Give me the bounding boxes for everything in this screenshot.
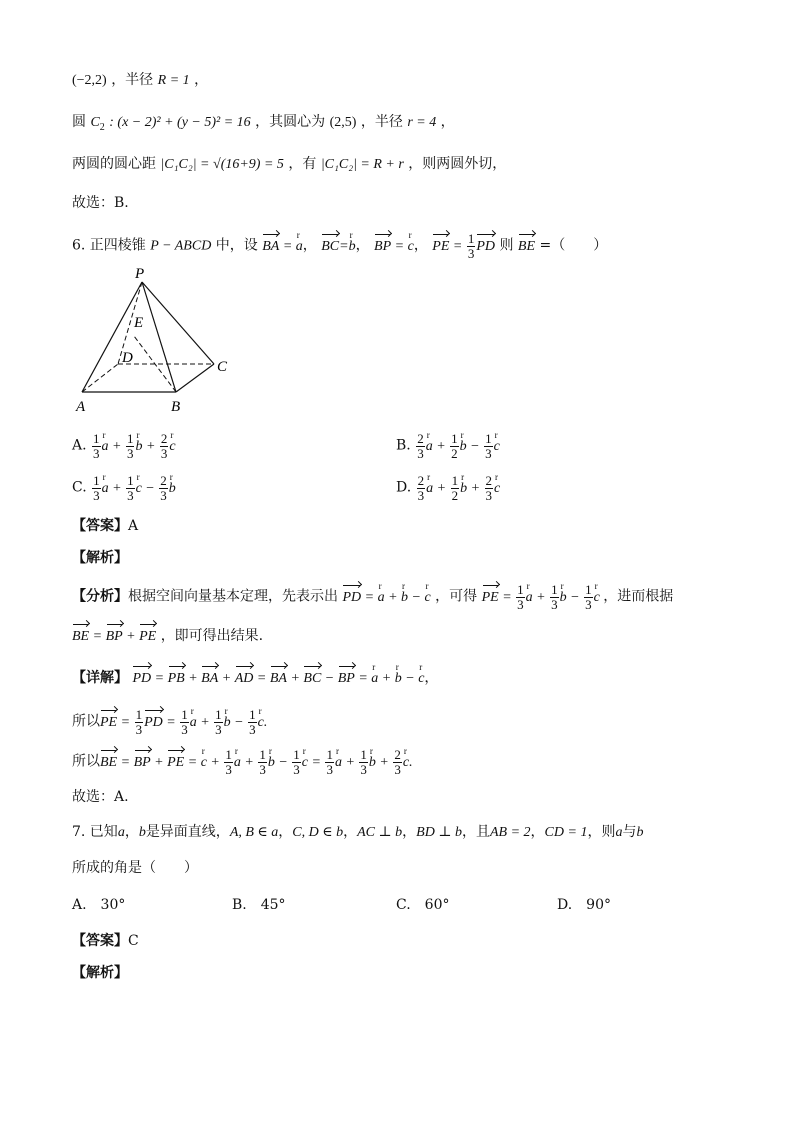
intro-text: ，有 bbox=[288, 156, 317, 172]
answer-label: 【答案】 bbox=[72, 933, 128, 949]
eq: = bbox=[282, 238, 293, 254]
cd-in-b: C, D ∈ b bbox=[292, 825, 344, 840]
center-2: (2,5) bbox=[329, 115, 357, 130]
fraction-1-3 bbox=[467, 232, 476, 261]
frac bbox=[550, 583, 559, 612]
frac bbox=[485, 474, 494, 503]
edge-pb bbox=[142, 282, 176, 392]
vec: BE bbox=[72, 627, 89, 647]
vec: BA bbox=[201, 669, 218, 689]
den: 3 bbox=[126, 446, 134, 461]
vec: r b bbox=[224, 713, 231, 733]
den: 3 bbox=[135, 722, 143, 737]
vec: r c bbox=[403, 753, 409, 773]
num: 1 bbox=[293, 747, 300, 762]
label-c: C bbox=[217, 359, 228, 375]
vector-a: r a bbox=[296, 237, 303, 257]
den: 3 bbox=[225, 762, 232, 777]
vector-pd: PD bbox=[476, 237, 495, 257]
vec: BA bbox=[270, 669, 287, 689]
suoyi: 所以 bbox=[72, 713, 100, 730]
frac bbox=[92, 432, 101, 461]
frac bbox=[126, 474, 135, 503]
vec: r a bbox=[426, 479, 433, 499]
num: 2 bbox=[160, 431, 168, 446]
line-a: a bbox=[117, 825, 125, 840]
sep: ， bbox=[343, 824, 358, 840]
intro-line-2 bbox=[72, 112, 455, 138]
num: 1 bbox=[485, 431, 492, 446]
intro-text: ，半径 bbox=[360, 114, 403, 130]
vec: PE bbox=[167, 753, 184, 773]
circle-equation: : (x − 2)² + (y − 5)² = 16 bbox=[109, 115, 251, 130]
den: 3 bbox=[485, 446, 492, 461]
frac bbox=[417, 474, 426, 503]
analysis-label: 【解析】 bbox=[72, 550, 128, 566]
den: 3 bbox=[127, 488, 134, 503]
vec: PE bbox=[100, 713, 117, 733]
vec: PD bbox=[144, 713, 163, 733]
edge-pc bbox=[142, 282, 214, 364]
sep: ， bbox=[424, 670, 439, 686]
intro-answer: 故选：B. bbox=[72, 195, 129, 211]
q6-option-b[interactable]: B. $\frac{2}{3}$ r a + $\frac{1}{2}$ r b − $\frac{1}{3}$ r c bbox=[396, 432, 500, 461]
frac bbox=[224, 748, 233, 777]
num: 1 bbox=[585, 582, 592, 597]
q6-fenxi: 【分析】根据空间向量基本定理，先表示出 PD = r a + r b − r c ，可得 PE = $\frac{1}{3}$ r a + $\frac{1}{3}$ r b − $\frac{1}{3}$ r c ，进而根据 bbox=[72, 583, 673, 612]
q6-text: 则 bbox=[499, 237, 514, 254]
c2-label: C bbox=[90, 115, 100, 130]
answer-blank: =（ ） bbox=[539, 237, 608, 254]
eq: = bbox=[339, 238, 349, 254]
fenxi-label: 【分析】 bbox=[72, 588, 128, 605]
q6-stem bbox=[72, 232, 607, 261]
den: 3 bbox=[360, 762, 367, 777]
den: 3 bbox=[326, 762, 333, 777]
vec: PD bbox=[342, 588, 361, 608]
vec: r c bbox=[258, 713, 264, 733]
den: 3 bbox=[293, 762, 300, 777]
den: 3 bbox=[160, 446, 168, 461]
eq: = bbox=[394, 238, 405, 254]
q6-option-a[interactable]: A. $\frac{1}{3}$ r a + $\frac{1}{3}$ r b + $\frac{2}{3}$ r c bbox=[72, 432, 176, 461]
frac bbox=[180, 708, 189, 737]
num: 1 bbox=[467, 231, 475, 246]
num: 2 bbox=[417, 431, 424, 446]
num: 1 bbox=[93, 431, 100, 446]
den: 3 bbox=[517, 597, 524, 612]
q6-fenxi-2: BE = BP + PE ，即可得出结果. bbox=[72, 626, 263, 647]
q7-option-d[interactable]: D. 90° bbox=[557, 897, 611, 913]
vec: r b bbox=[460, 479, 467, 499]
vec: r a bbox=[102, 479, 109, 499]
vec: r b bbox=[395, 669, 402, 689]
frac bbox=[248, 708, 257, 737]
vec: r a bbox=[234, 753, 241, 773]
label-a: A bbox=[76, 399, 86, 415]
sep: ， bbox=[402, 824, 417, 840]
vec: r b bbox=[169, 479, 176, 499]
vec: r c bbox=[594, 588, 600, 608]
vec: r c bbox=[494, 479, 500, 499]
frac bbox=[516, 583, 525, 612]
circle-c2 bbox=[90, 115, 105, 133]
num: 1 bbox=[451, 431, 458, 446]
vector-c: r c bbox=[408, 237, 414, 257]
vec: r c bbox=[136, 479, 142, 499]
q7-option-c[interactable]: C. 60° bbox=[396, 897, 450, 913]
edge-bc bbox=[176, 364, 214, 392]
vec: r b bbox=[460, 437, 467, 457]
q6-option-c[interactable]: C. $\frac{1}{3}$ r a + $\frac{1}{3}$ r c − $\frac{2}{3}$ r b bbox=[72, 474, 176, 503]
frac bbox=[584, 583, 593, 612]
q7-option-a[interactable]: A. 30° bbox=[72, 897, 126, 913]
distance-expression: |C₁C₂| = √(16+9) = 5 bbox=[160, 157, 284, 172]
vec: BC bbox=[303, 669, 321, 689]
vec: r b bbox=[369, 753, 376, 773]
label-e: E bbox=[134, 315, 144, 331]
vec: r a bbox=[190, 713, 197, 733]
detail-label: 【详解】 bbox=[72, 670, 128, 686]
vec: r a bbox=[371, 669, 378, 689]
den: 3 bbox=[160, 488, 167, 503]
vec: BP bbox=[134, 753, 151, 773]
option-letter: D. bbox=[396, 479, 412, 496]
sep: ， bbox=[530, 824, 545, 840]
vec: r c bbox=[302, 753, 308, 773]
q6-number: 6. 正四棱锥 bbox=[72, 237, 146, 254]
fenxi-text: ，进而根据 bbox=[603, 588, 674, 605]
den: 3 bbox=[585, 597, 592, 612]
vec: r c bbox=[418, 669, 424, 689]
line-b: b bbox=[138, 825, 146, 840]
frac bbox=[450, 432, 459, 461]
eq: = bbox=[452, 238, 463, 254]
q7-text: 是异面直线， bbox=[145, 824, 230, 840]
den: 3 bbox=[467, 246, 475, 261]
line-b: b bbox=[636, 825, 644, 840]
den: 3 bbox=[181, 722, 188, 737]
vector-ba: BA bbox=[262, 237, 279, 257]
den: 3 bbox=[93, 488, 100, 503]
intro-text: 圆 bbox=[72, 114, 86, 130]
den: 2 bbox=[451, 488, 459, 503]
vec: r b bbox=[560, 588, 567, 608]
q6-detail-3: 所以BE = BP + PE = r c + $\frac{1}{3}$ r a + $\frac{1}{3}$ r b − $\frac{1}{3}$ r c = $\frac{1}{3}$ r a + $\frac{1}{3}$ r b + $\frac{2}{3}$ r c. bbox=[72, 748, 413, 777]
answer-value: C bbox=[128, 933, 139, 949]
num: 2 bbox=[485, 473, 493, 488]
frac bbox=[214, 708, 223, 737]
fenxi-text: ，即可得出结果. bbox=[160, 628, 264, 644]
option-letter: A. bbox=[72, 437, 87, 454]
suoyi: 所以 bbox=[72, 753, 100, 770]
q6-analysis-label bbox=[72, 548, 128, 568]
num: 1 bbox=[517, 582, 524, 597]
q6-conclusion: 故选：A. bbox=[72, 789, 129, 805]
edge-ad bbox=[82, 364, 118, 392]
option-letter: B. bbox=[396, 437, 411, 454]
vec: r c bbox=[494, 437, 500, 457]
num: 1 bbox=[326, 747, 333, 762]
num: 1 bbox=[225, 747, 232, 762]
q6-text: 中，设 bbox=[215, 237, 258, 254]
vec: r c bbox=[169, 437, 175, 457]
ab-length: AB = 2 bbox=[489, 825, 531, 840]
center-1: (−2,2) bbox=[72, 73, 107, 88]
vec: r a bbox=[335, 753, 342, 773]
num: 1 bbox=[551, 582, 558, 597]
frac bbox=[359, 748, 368, 777]
frac bbox=[160, 432, 169, 461]
frac bbox=[416, 432, 425, 461]
q7-text: ，且 bbox=[461, 824, 490, 840]
den: 3 bbox=[215, 722, 222, 737]
fenxi-text: 根据空间向量基本定理，先表示出 bbox=[128, 588, 338, 605]
sep: ， bbox=[124, 824, 139, 840]
ac-perp: AC ⊥ b bbox=[357, 825, 403, 840]
q7-option-b[interactable]: B. 45° bbox=[232, 897, 286, 913]
frac bbox=[159, 474, 168, 503]
num: 1 bbox=[135, 707, 143, 722]
punct: ， bbox=[440, 114, 455, 130]
num: 1 bbox=[127, 473, 134, 488]
vector-bp: BP bbox=[374, 237, 391, 257]
vector-b: r b bbox=[349, 237, 356, 257]
num: 2 bbox=[394, 747, 401, 762]
den: 3 bbox=[417, 488, 425, 503]
analysis-label: 【解析】 bbox=[72, 965, 128, 981]
q7-analysis-label bbox=[72, 963, 128, 983]
sep: ， bbox=[302, 237, 317, 254]
q7-answer bbox=[72, 931, 139, 951]
num: 1 bbox=[451, 473, 459, 488]
vec: r c bbox=[424, 588, 430, 608]
q7-stem-2: 所成的角是（ ） bbox=[72, 860, 198, 876]
sep: ， bbox=[413, 237, 428, 254]
intro-line-1 bbox=[72, 70, 208, 91]
vec: r b bbox=[135, 437, 142, 457]
vec: BE bbox=[100, 753, 117, 773]
frac bbox=[484, 432, 493, 461]
den: 3 bbox=[417, 446, 424, 461]
den: 3 bbox=[93, 446, 100, 461]
num: 1 bbox=[215, 707, 222, 722]
cd-length: CD = 1 bbox=[544, 825, 588, 840]
q7-stem bbox=[72, 822, 643, 843]
pyramid-name: P − ABCD bbox=[150, 238, 212, 254]
num: 2 bbox=[417, 473, 425, 488]
label-p: P bbox=[135, 266, 145, 282]
vec: r b bbox=[268, 753, 275, 773]
frac bbox=[126, 432, 135, 461]
vec: r a bbox=[426, 437, 433, 457]
intro-line-3 bbox=[72, 154, 506, 175]
den: 3 bbox=[259, 762, 266, 777]
frac bbox=[393, 748, 402, 777]
vec: PD bbox=[132, 669, 151, 689]
num: 1 bbox=[93, 473, 100, 488]
label-b: B bbox=[171, 399, 181, 415]
q7-number: 7. 已知 bbox=[72, 824, 118, 840]
vec: r a bbox=[378, 588, 385, 608]
den: 3 bbox=[394, 762, 401, 777]
vector-pe: PE bbox=[432, 237, 449, 257]
answer-label: 【答案】 bbox=[72, 518, 128, 534]
vector-be: BE bbox=[518, 237, 535, 257]
tangent-condition: |C₁C₂| = R + r bbox=[320, 157, 404, 172]
radius-2: r = 4 bbox=[407, 115, 437, 130]
den: 3 bbox=[551, 597, 558, 612]
vec: r b bbox=[401, 588, 408, 608]
q7-text: 与 bbox=[622, 824, 637, 840]
edge-pa bbox=[82, 282, 142, 392]
c2-sub: 2 bbox=[99, 121, 105, 133]
answer-value: A bbox=[128, 518, 139, 534]
q7-text: ，则 bbox=[587, 824, 616, 840]
den: 2 bbox=[451, 446, 458, 461]
q6-answer bbox=[72, 516, 138, 536]
num: 1 bbox=[126, 431, 134, 446]
den: 3 bbox=[249, 722, 256, 737]
frac bbox=[258, 748, 267, 777]
line-a: a bbox=[615, 825, 623, 840]
fenxi-text: ，可得 bbox=[435, 588, 478, 605]
vec: r a bbox=[102, 437, 109, 457]
num: 1 bbox=[360, 747, 367, 762]
radius-1: R = 1 bbox=[157, 73, 190, 88]
frac bbox=[292, 748, 301, 777]
q6-detail-2: 所以PE = $\frac{1}{3}$ PD = $\frac{1}{3}$ r a + $\frac{1}{3}$ r b − $\frac{1}{3}$ r c. bbox=[72, 708, 267, 737]
sep: ， bbox=[355, 237, 370, 254]
vec: BP bbox=[338, 669, 355, 689]
num: 1 bbox=[181, 707, 188, 722]
frac bbox=[451, 474, 460, 503]
q6-option-d[interactable]: D. $\frac{2}{3}$ r a + $\frac{1}{2}$ r b + $\frac{2}{3}$ r c bbox=[396, 474, 500, 503]
vec: PE bbox=[139, 627, 156, 647]
q6-detail-1: 【详解】 PD = PB + BA + AD = BA + BC − BP = r a + r b − r c， bbox=[72, 668, 438, 689]
option-letter: C. bbox=[72, 479, 87, 496]
den: 3 bbox=[485, 488, 493, 503]
intro-text: ，则两圆外切， bbox=[408, 156, 507, 172]
punct: ， bbox=[194, 72, 209, 88]
sep: ， bbox=[278, 824, 293, 840]
label-d: D bbox=[122, 350, 133, 366]
pyramid-figure bbox=[72, 264, 242, 416]
intro-text: ，半径 bbox=[111, 72, 154, 88]
num: 2 bbox=[160, 473, 167, 488]
intro-text: 两圆的圆心距 bbox=[72, 156, 156, 172]
vec: PE bbox=[482, 588, 499, 608]
frac bbox=[92, 474, 101, 503]
intro-text: ，其圆心为 bbox=[255, 114, 326, 130]
frac bbox=[135, 708, 144, 737]
vector-bc: BC bbox=[321, 237, 339, 257]
frac bbox=[325, 748, 334, 777]
ab-in-a: A, B ∈ a bbox=[229, 825, 279, 840]
vec: r c bbox=[201, 753, 207, 773]
bd-perp: BD ⊥ b bbox=[416, 825, 462, 840]
num: 1 bbox=[249, 707, 256, 722]
num: 1 bbox=[259, 747, 266, 762]
vec: r a bbox=[526, 588, 533, 608]
vec: BP bbox=[106, 627, 123, 647]
